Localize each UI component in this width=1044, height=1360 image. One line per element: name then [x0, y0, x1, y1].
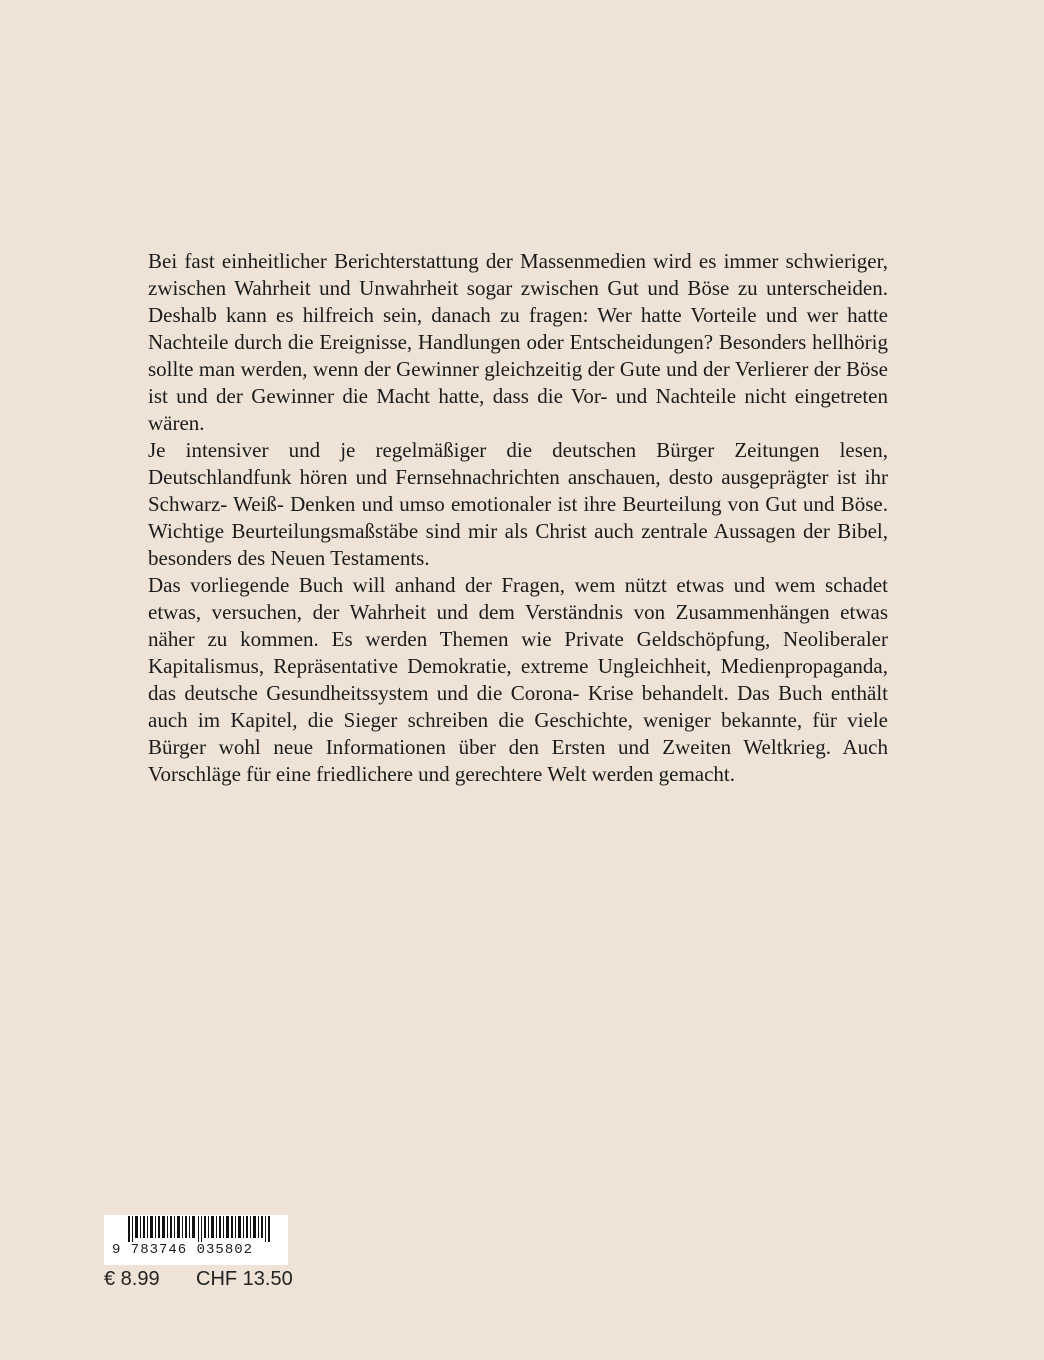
- barcode-bars-icon: [128, 1216, 278, 1242]
- price-eur: € 8.99: [104, 1268, 160, 1290]
- blurb-paragraph-1: Bei fast einheitlicher Berichterstattung der Massenmedien wird es immer schwieriger, zwischen Wahrheit und Unwahrheit sogar zwischen Gut und Böse zu unterscheiden. Deshalb kann es hilfreich sein, danach zu fragen: Wer hatte Vorteile und wer hatte Nachteile durch die Ereignisse, Handlungen oder Entscheidungen? Besonders hellhörig sollte man werden, wenn der Gewinner gleichzeitig der Gute und der Verlierer der Böse ist und der Gewinner die Macht hatte, dass die Vor- und Nachteile nicht eingetreten wären.: [148, 249, 888, 435]
- blurb-paragraph-3: Das vorliegende Buch will anhand der Fragen, wem nützt etwas und wem schadet etwas, versuchen, der Wahrheit und dem Verständnis von Zusammenhängen etwas näher zu kommen. Es werden Themen wie Private Geldschöpfung, Neoliberaler Kapitalismus, Repräsentative Demokratie, extreme Ungleichheit, Medienpropaganda, das deutsche Gesundheitssystem und die Corona- Krise behandelt. Das Buch enthält auch im Kapitel, die Sieger schreiben die Geschichte, weniger bekannte, für viele Bürger wohl neue Informationen über den Ersten und Zweiten Weltkrieg. Auch Vorschläge für eine friedlichere und gerechtere Welt werden gemacht.: [148, 573, 888, 786]
- back-cover-blurb: [148, 248, 888, 788]
- isbn-barcode: [104, 1215, 288, 1265]
- isbn-number: 9 783746 035802: [112, 1242, 254, 1258]
- price-chf: CHF 13.50: [196, 1268, 293, 1290]
- blurb-paragraph-2: Je intensiver und je regelmäßiger die deutschen Bürger Zeitungen lesen, Deutschlandfunk hören und Fernsehnachrichten anschauen, desto ausgeprägter ist ihr Schwarz- Weiß- Denken und umso emotionaler ist ihre Beurteilung von Gut und Böse. Wichtige Beurteilungsmaßstäbe sind mir als Christ auch zentrale Aussagen der Bibel, besonders des Neuen Testaments.: [148, 438, 888, 570]
